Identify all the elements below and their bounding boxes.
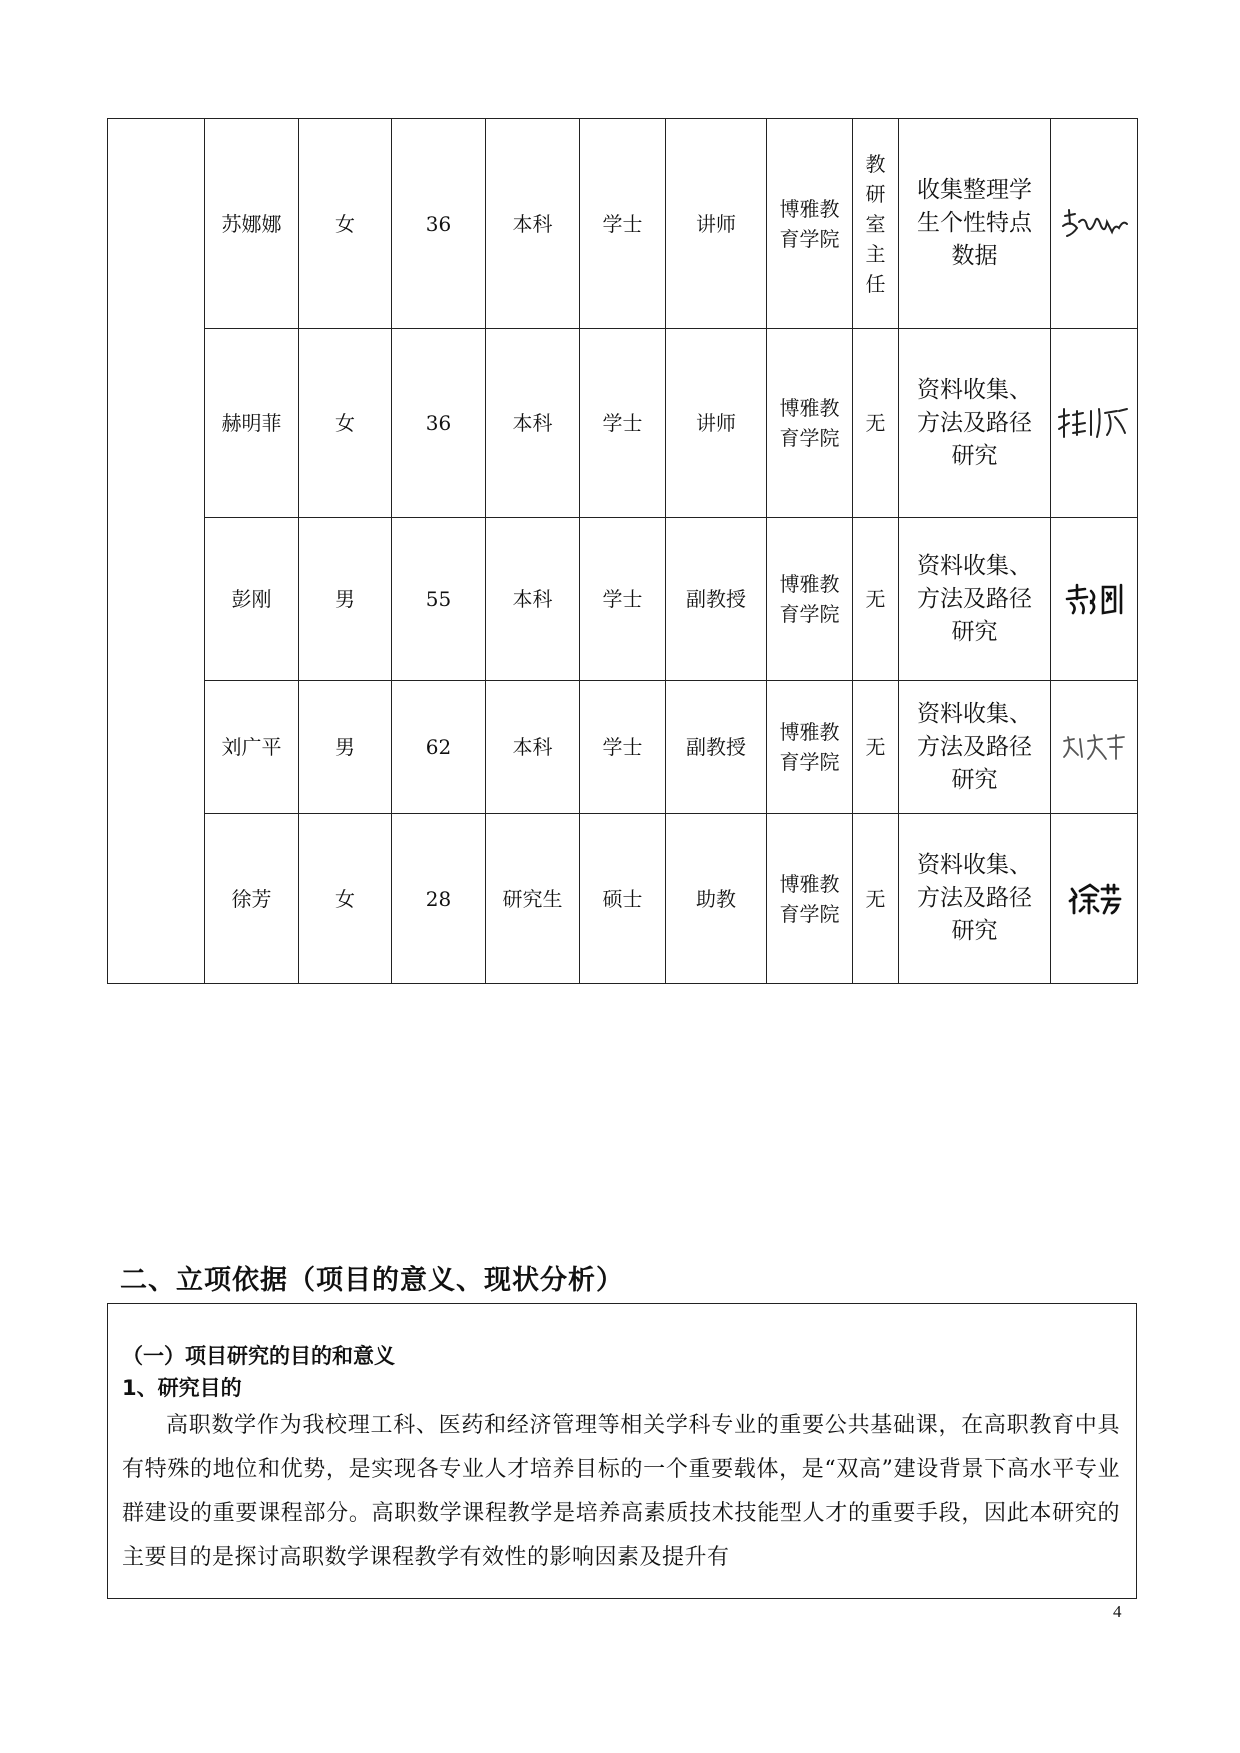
member-role: 教研室主任 [853,119,899,329]
member-unit: 博雅教育学院 [767,814,853,984]
table-row [108,119,1138,329]
member-unit: 博雅教育学院 [767,518,853,681]
member-gender: 男 [299,518,392,681]
member-gender: 女 [299,814,392,984]
signature-image [1057,204,1132,244]
member-name: 彭刚 [205,518,299,681]
table-row [108,681,1138,814]
member-task: 资料收集、方法及路径研究 [899,329,1051,518]
project-basis-box [107,1303,1137,1599]
member-signature [1051,814,1138,984]
group-label-cell [108,119,205,984]
page-number: 4 [1113,1602,1122,1621]
member-name: 赫明菲 [205,329,299,518]
member-task: 资料收集、方法及路径研究 [899,814,1051,984]
member-signature [1051,681,1138,814]
member-education: 研究生 [486,814,580,984]
signature-image [1055,403,1133,443]
member-name: 刘广平 [205,681,299,814]
signature-image [1063,579,1125,619]
table-row [108,814,1138,984]
member-gender: 男 [299,681,392,814]
table-row [108,518,1138,681]
member-task: 收集整理学生个性特点数据 [899,119,1051,329]
table-row [108,329,1138,518]
member-education: 本科 [486,119,580,329]
member-age: 36 [392,119,486,329]
member-degree: 学士 [580,329,666,518]
member-education: 本科 [486,329,580,518]
member-title: 副教授 [666,518,767,681]
member-degree: 学士 [580,518,666,681]
member-age: 62 [392,681,486,814]
member-title: 副教授 [666,681,767,814]
member-age: 36 [392,329,486,518]
member-signature [1051,518,1138,681]
member-task: 资料收集、方法及路径研究 [899,681,1051,814]
signature-image [1058,729,1130,765]
member-name: 徐芳 [205,814,299,984]
member-age: 28 [392,814,486,984]
member-age: 55 [392,518,486,681]
research-purpose-heading: 1、研究目的 [122,1376,242,1400]
member-degree: 学士 [580,681,666,814]
member-role: 无 [853,329,899,518]
member-gender: 女 [299,119,392,329]
member-task: 资料收集、方法及路径研究 [899,518,1051,681]
member-name: 苏娜娜 [205,119,299,329]
member-gender: 女 [299,329,392,518]
member-signature [1051,119,1138,329]
member-role: 无 [853,681,899,814]
member-degree: 学士 [580,119,666,329]
member-unit: 博雅教育学院 [767,329,853,518]
member-role: 无 [853,814,899,984]
member-unit: 博雅教育学院 [767,119,853,329]
member-education: 本科 [486,518,580,681]
member-degree: 硕士 [580,814,666,984]
section-title: 二、立项依据（项目的意义、现状分析） [120,1265,624,1296]
member-title: 讲师 [666,329,767,518]
members-table [107,118,1138,984]
member-role: 无 [853,518,899,681]
research-purpose-paragraph: 高职数学作为我校理工科、医药和经济管理等相关学科专业的重要公共基础课，在高职教育中具有特殊的地位和优势，是实现各专业人才培养目标的一个重要载体，是“双高”建设背景下高水平专业群建设的重要课程部分。高职数学课程教学是培养高素质技术技能型人才的重要手段，因此本研究的主要目的是探讨高职数学课程教学有效性的影响因素及提升有 [122,1413,1120,1570]
signature-image [1066,879,1122,919]
member-signature [1051,329,1138,518]
member-title: 讲师 [666,119,767,329]
subsection-title: （一）项目研究的目的和意义 [122,1344,395,1368]
member-education: 本科 [486,681,580,814]
member-title: 助教 [666,814,767,984]
member-unit: 博雅教育学院 [767,681,853,814]
